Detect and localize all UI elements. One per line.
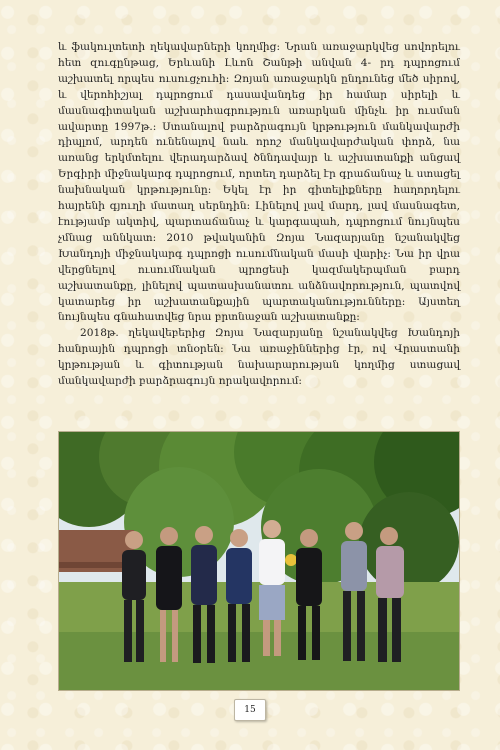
body-text <box>58 40 460 390</box>
group-photo <box>58 431 460 691</box>
page-number: 15 <box>234 699 266 721</box>
paragraph: և ֆակուլտետի ղեկավարների կողմից: Նրան առաջարկվեց սովորելու հետ զուգընթաց, Երևանի Լևոն Շանթի անվան 4- րդ դպրոցում աշխատել որպես ուսուցչուհի: Զոյան առաջարկն ընդունեց մեծ սիրով, և վերոհիշյալ դպրոցում դասավանդեց իր համար սիրելի և մասնագիտական աշխարհագրություն առարկան մինչև իր ուսման ավարտը 1997թ.: Ստանալով բարձրագույն կրթություն մանկավարժի դիպլոմ, արդեն ունենալով նաև որոշ մանկավարժական փորձ, նա առանց երկմտելու վերադարձավ ծննդավայր և աշխատանքի անցավ Երգիրի միջնակարգ դպրոցում, որտեղ դարձել էր գրաճանաչ և ստացել նախնական կրթությունը: Եկել էր իր գիտելիքները հաղորդելու հայրենի գյուղի մատաղ սերնդին: Լինելով լավ մարդ, լավ մասնագետ, էությամբ ակտիվ, պարտաճանաչ և կարգապահ, դպրոցում նույնպես չմնաց աննկատ: 2010 թվականին Զոյա Նազարյանը նշանակվեց Խանդոյի միջնակարգ դպրոցի ուսումնական մասի վարիչ: Նա իր վրա վերցնելով ուսումնական պրոցեսի կազմակերպման բարդ աշխատանքը, լինելով պատասխանատու անձնավորություն, պատվով կատարեց իր աշխատանքային պարտականությունները: Այստեղ նույնպես գնահատվեց նրա բրտնաջան աշխատանքը: <box>58 41 460 324</box>
people <box>122 520 404 663</box>
paragraph: 2018թ. ղեկավեբերից Զոյա Նազարյանը նշանակվեց Խանդոյի հանրային դպրոցի տնօրեն: Նա առաջիններից էր, ով Վրաստանի կրթության և գիտության նախարարության կողմից ստացավ մանկավարժի բարձրագույն որակավորում: <box>58 327 460 388</box>
